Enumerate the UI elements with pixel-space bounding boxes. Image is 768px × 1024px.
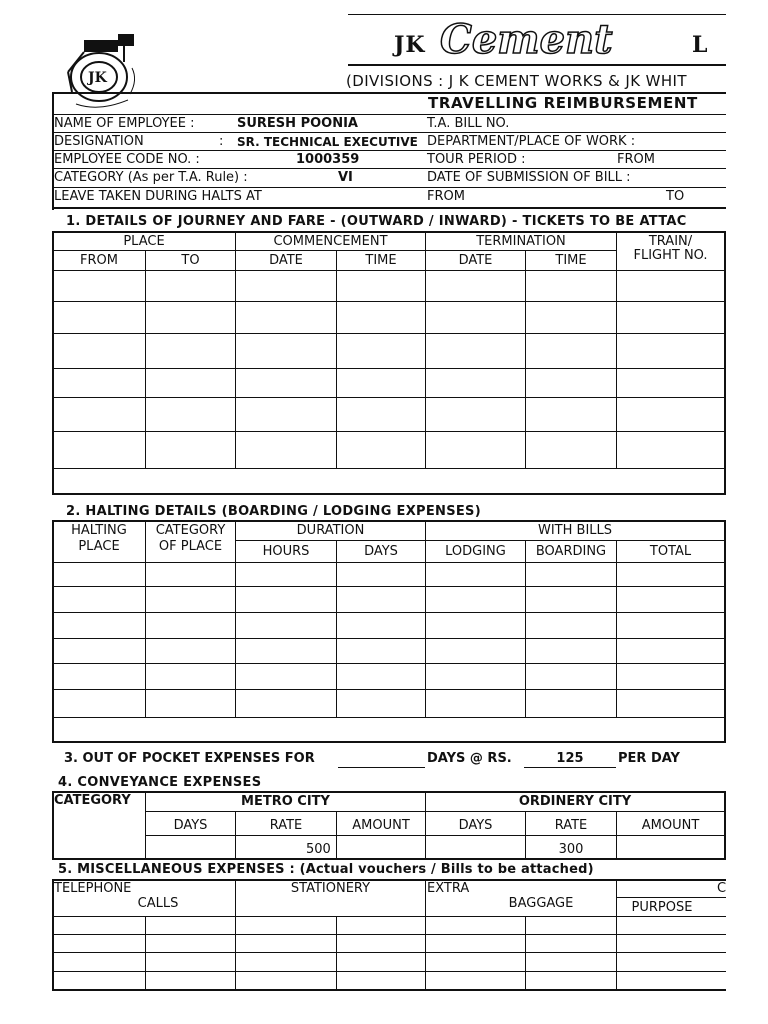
- section1-title: 1. DETAILS OF JOURNEY AND FARE - (OUTWARD / INWARD) - TICKETS TO BE ATTAC: [66, 214, 687, 229]
- brand-prefix: JK: [394, 32, 426, 58]
- conveyance-category: CATEGORY: [54, 793, 131, 808]
- employee-name-label: NAME OF EMPLOYEE :: [54, 116, 195, 131]
- header-flight-no: FLIGHT NO.: [633, 248, 708, 263]
- department-label: DEPARTMENT/PLACE OF WORK :: [427, 134, 636, 149]
- header-halting-place: PLACE: [78, 539, 120, 554]
- section4-title: 4. CONVEYANCE EXPENSES: [58, 775, 262, 790]
- header-with-bills: WITH BILLS: [537, 523, 613, 538]
- misc-stationery: STATIONERY: [290, 881, 371, 896]
- employee-name-value: SURESH POONIA: [237, 116, 358, 131]
- header-termination: TERMINATION: [476, 234, 566, 249]
- section3-prefix: 3. OUT OF POCKET EXPENSES FOR: [64, 751, 315, 766]
- form-title: TRAVELLING REIMBURSEMENT: [428, 94, 698, 112]
- conveyance-metro: METRO CITY: [241, 794, 330, 809]
- subheader-to: TO: [181, 253, 200, 268]
- conv-subheader-amount-metro: AMOUNT: [352, 818, 410, 833]
- leave-taken-label: LEAVE TAKEN DURING HALTS AT: [54, 189, 262, 204]
- brand-wordmark: Cement: [440, 16, 613, 63]
- divisions-line: (DIVISIONS : J K CEMENT WORKS & JK WHIT: [346, 72, 687, 90]
- section2-title: 2. HALTING DETAILS (BOARDING / LODGING EXPENSES): [66, 504, 481, 519]
- subheader-from: FROM: [80, 253, 118, 268]
- header-of-place: OF PLACE: [158, 539, 223, 554]
- designation-sep: :: [219, 134, 224, 149]
- misc-calls: CALLS: [137, 896, 179, 911]
- section3-per-day: PER DAY: [618, 751, 680, 766]
- subheader-term-date: DATE: [458, 253, 493, 268]
- jk-seal-logo: [54, 32, 164, 110]
- header-commencement: COMMENCEMENT: [273, 234, 388, 249]
- subheader-comm-time: TIME: [365, 253, 397, 268]
- subheader-hours: HOURS: [262, 544, 310, 559]
- section5-title: 5. MISCELLANEOUS EXPENSES : (Actual vouchers / Bills to be attached): [58, 862, 594, 877]
- header-halting: HALTING: [71, 523, 127, 538]
- brand-suffix: L: [692, 32, 708, 58]
- ta-bill-no-label: T.A. BILL NO.: [427, 116, 510, 131]
- header-duration: DURATION: [296, 523, 365, 538]
- employee-code-label: EMPLOYEE CODE NO. :: [54, 152, 200, 167]
- category-value: VI: [338, 170, 353, 185]
- subheader-days: DAYS: [364, 544, 398, 559]
- conv-subheader-rate-metro: RATE: [269, 818, 303, 833]
- designation-label: DESIGNATION: [54, 134, 144, 149]
- subheader-comm-date: DATE: [269, 253, 303, 268]
- submission-date-label: DATE OF SUBMISSION OF BILL :: [427, 170, 631, 185]
- brand-logo: [348, 12, 726, 70]
- section3-rate: 125: [556, 751, 584, 766]
- section3-days-at: DAYS @ RS.: [427, 751, 512, 766]
- tour-period-from: FROM: [617, 152, 655, 167]
- misc-baggage: BAGGAGE: [508, 896, 574, 911]
- subheader-boarding: BOARDING: [535, 544, 607, 559]
- designation-value: SR. TECHNICAL EXECUTIVE: [237, 135, 418, 149]
- header-place: PLACE: [123, 234, 165, 249]
- category-label: CATEGORY (As per T.A. Rule) :: [54, 170, 248, 185]
- misc-extra: EXTRA: [427, 881, 470, 896]
- misc-cut-letter: C: [717, 881, 726, 896]
- ordinary-rate-value: 300: [558, 842, 584, 857]
- leave-from-label: FROM: [427, 189, 465, 204]
- tour-period-label: TOUR PERIOD :: [427, 152, 526, 167]
- misc-purpose: PURPOSE: [631, 900, 693, 915]
- header-train: TRAIN/: [648, 234, 693, 249]
- subheader-term-time: TIME: [555, 253, 587, 268]
- conv-subheader-days-metro: DAYS: [173, 818, 208, 833]
- subheader-total: TOTAL: [649, 544, 692, 559]
- subheader-lodging: LODGING: [445, 544, 506, 559]
- employee-code-value: 1000359: [296, 152, 360, 167]
- metro-rate-value: 500: [306, 842, 331, 857]
- conv-subheader-days-ordinary: DAYS: [458, 818, 493, 833]
- conv-subheader-amount-ordinary: AMOUNT: [641, 818, 700, 833]
- leave-to-label: TO: [666, 189, 685, 204]
- svg-text:JK: JK: [88, 70, 107, 86]
- conveyance-ordinary: ORDINERY CITY: [518, 794, 632, 809]
- header-category: CATEGORY: [155, 523, 226, 538]
- conv-subheader-rate-ordinary: RATE: [554, 818, 588, 833]
- misc-telephone: TELEPHONE: [54, 881, 132, 896]
